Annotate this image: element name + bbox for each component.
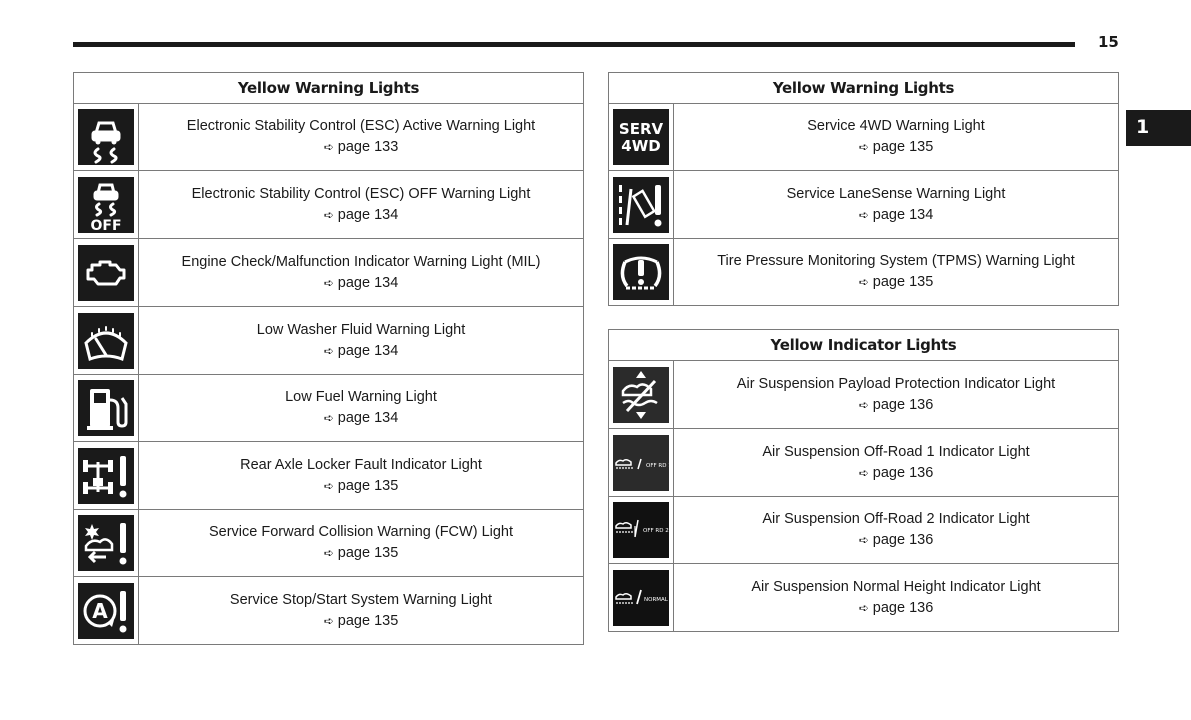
yellow-warning-lights-table-left (73, 72, 584, 645)
washer-fluid-icon (78, 313, 134, 369)
light-label: Electronic Stability Control (ESC) Active Warning Light (186, 118, 536, 134)
stop-start-icon (78, 583, 134, 639)
table-row (74, 510, 584, 577)
light-label: Rear Axle Locker Fault Indicator Light (240, 456, 482, 473)
engine-check-icon (78, 245, 134, 301)
light-label: Service Stop/Start System Warning Light (229, 591, 493, 608)
svg-text:OFF: OFF (90, 217, 122, 234)
arrow-right-icon: ➪ (858, 600, 869, 615)
arrow-right-icon: ➪ (323, 275, 334, 290)
light-label: Tire Pressure Monitoring System (TPMS) Warning Light (717, 253, 1075, 269)
page-ref-link[interactable]: ➪ page 135 (858, 274, 934, 290)
arrow-right-icon: ➪ (858, 465, 869, 480)
table-row (74, 239, 584, 307)
arrow-right-icon: ➪ (323, 207, 334, 222)
table-row (74, 375, 584, 442)
table-row (74, 307, 584, 375)
table-row (609, 239, 1119, 306)
yellow-warning-lights-table-right (608, 72, 1119, 306)
page-ref-link[interactable]: ➪ page 135 (323, 612, 399, 629)
light-label: Engine Check/Malfunction Indicator Warning Light (MIL) (181, 253, 541, 270)
arrow-right-icon: ➪ (323, 140, 334, 154)
table-row (74, 104, 584, 171)
fcw-icon (78, 515, 134, 571)
arrow-right-icon: ➪ (858, 207, 869, 222)
light-label: Electronic Stability Control (ESC) OFF Warning Light (191, 185, 531, 202)
svg-text:NORMAL: NORMAL (644, 596, 668, 603)
axle-locker-icon (78, 448, 134, 504)
page-ref-link[interactable]: ➪ page 135 (323, 545, 399, 561)
light-label: Service 4WD Warning Light (807, 118, 985, 134)
svg-text:4WD: 4WD (621, 137, 661, 155)
page-ref-link[interactable]: ➪ page 136 (858, 396, 934, 413)
page-ref-link[interactable]: ➪ page 134 (323, 274, 399, 291)
light-label: Service Forward Collision Warning (FCW) Light (208, 524, 514, 540)
table-row (74, 171, 584, 239)
table-row (609, 564, 1119, 632)
svg-text:OFF RD 2: OFF RD 2 (643, 528, 669, 534)
page-ref-link[interactable]: ➪ page 133 (323, 139, 399, 155)
off-road-2-icon (613, 502, 669, 558)
table-title: Yellow Warning Lights (74, 73, 584, 104)
page-ref-link[interactable]: ➪ page 134 (323, 206, 399, 223)
table-title: Yellow Warning Lights (609, 73, 1119, 104)
arrow-right-icon: ➪ (323, 411, 334, 425)
light-label: Service LaneSense Warning Light (786, 185, 1006, 202)
table-row (609, 361, 1119, 429)
table-row (609, 497, 1119, 564)
page-ref-link[interactable]: ➪ page 136 (858, 532, 934, 548)
table-row (74, 442, 584, 510)
table-row (74, 577, 584, 645)
esc-off-icon (78, 177, 134, 233)
lanesense-icon (613, 177, 669, 233)
light-label: Low Fuel Warning Light (285, 389, 437, 405)
light-label: Air Suspension Normal Height Indicator Light (751, 578, 1041, 595)
page-ref-link[interactable]: ➪ page 134 (858, 206, 934, 223)
page-ref-link[interactable]: ➪ page 134 (323, 410, 399, 426)
svg-text:SERV: SERV (618, 120, 664, 138)
table-title: Yellow Indicator Lights (609, 330, 1119, 361)
fuel-pump-icon (78, 380, 134, 436)
serv-4wd-icon (613, 109, 669, 165)
chapter-tab[interactable]: 1 (1126, 110, 1191, 146)
table-row (609, 171, 1119, 239)
arrow-right-icon: ➪ (858, 140, 869, 154)
esc-active-icon (78, 109, 134, 165)
light-label: Air Suspension Off-Road 1 Indicator Light (762, 443, 1030, 460)
light-label: Air Suspension Off-Road 2 Indicator Light (762, 511, 1030, 527)
svg-text:A: A (92, 598, 108, 623)
page-ref-link[interactable]: ➪ page 136 (858, 599, 934, 616)
page-number: 15 (1098, 33, 1119, 51)
tpms-icon (613, 244, 669, 300)
off-road-1-icon (613, 435, 672, 491)
page-ref-link[interactable]: ➪ page 136 (858, 464, 934, 481)
page-ref-link[interactable]: ➪ page 135 (858, 139, 934, 155)
header-rule (73, 42, 1075, 47)
page-ref-link[interactable]: ➪ page 134 (323, 342, 399, 359)
arrow-right-icon: ➪ (323, 546, 334, 560)
light-label: Low Washer Fluid Warning Light (256, 321, 466, 338)
svg-text:OFF RD 1: OFF RD 1 (646, 462, 672, 469)
arrow-right-icon: ➪ (858, 533, 869, 547)
payload-protection-icon (613, 367, 669, 423)
arrow-right-icon: ➪ (858, 275, 869, 289)
table-row (609, 429, 1119, 497)
arrow-right-icon: ➪ (858, 397, 869, 412)
arrow-right-icon: ➪ (323, 343, 334, 358)
yellow-indicator-lights-table (608, 329, 1119, 632)
arrow-right-icon: ➪ (323, 613, 334, 628)
normal-height-icon (613, 570, 669, 626)
page-ref-link[interactable]: ➪ page 135 (323, 477, 399, 494)
light-label: Air Suspension Payload Protection Indicator Light (736, 375, 1056, 392)
arrow-right-icon: ➪ (323, 478, 334, 493)
table-row (609, 104, 1119, 171)
